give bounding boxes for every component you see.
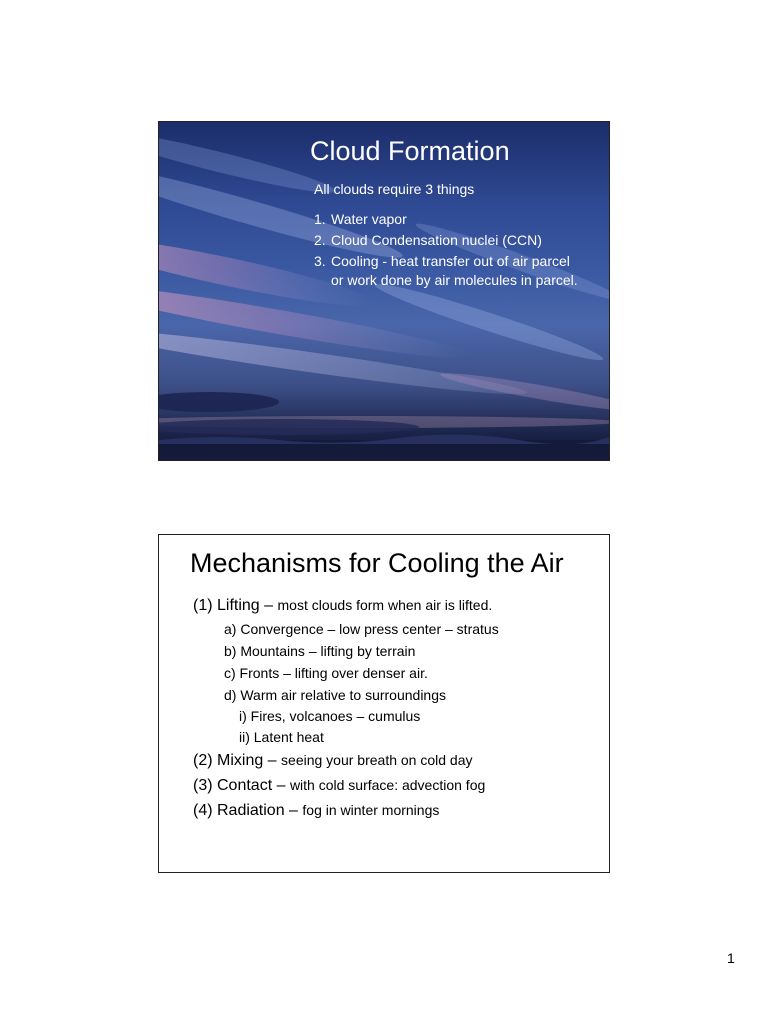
mixing-desc: seeing your breath on cold day bbox=[281, 752, 473, 768]
lifting-item bbox=[193, 593, 603, 618]
item-text: Cloud Condensation nuclei (CCN) bbox=[331, 232, 542, 248]
contact-head: (3) Contact – bbox=[193, 777, 286, 794]
contact-desc: with cold surface: advection fog bbox=[289, 777, 486, 793]
page-number: 1 bbox=[727, 950, 735, 966]
mixing-head: (2) Mixing – bbox=[193, 752, 277, 769]
item-continuation: or work done by air molecules in parcel. bbox=[331, 272, 578, 288]
mechanism-list bbox=[193, 593, 603, 823]
list-item bbox=[314, 209, 578, 230]
sub-sub-item: ii) Latent heat bbox=[239, 729, 324, 745]
radiation-desc: fog in winter mornings bbox=[302, 802, 440, 818]
radiation-head: (4) Radiation – bbox=[193, 802, 298, 819]
sub-item: b) Mountains – lifting by terrain bbox=[224, 643, 416, 659]
cloud-sky-photo bbox=[159, 122, 610, 461]
list-item bbox=[314, 230, 578, 251]
contact-item bbox=[193, 773, 603, 798]
lifting-head: (1) Lifting – bbox=[193, 597, 274, 614]
sub-sub-item: i) Fires, volcanoes – cumulus bbox=[239, 708, 421, 724]
slide-title: Cloud Formation bbox=[310, 136, 510, 166]
sub-item: a) Convergence – low press center – stratus bbox=[224, 621, 499, 637]
item-number: 2. bbox=[314, 232, 326, 248]
sub-item: c) Fronts – lifting over denser air. bbox=[224, 665, 428, 681]
list-item bbox=[314, 251, 578, 291]
slide-title: Mechanisms for Cooling the Air bbox=[190, 548, 564, 578]
lifting-desc: most clouds form when air is lifted. bbox=[277, 597, 493, 613]
radiation-item bbox=[193, 798, 603, 823]
sub-item: d) Warm air relative to surroundings bbox=[224, 687, 447, 703]
requirements-list bbox=[314, 209, 578, 291]
item-number: 1. bbox=[314, 211, 326, 227]
item-number: 3. bbox=[314, 253, 326, 269]
cooling-mechanisms-slide bbox=[158, 534, 610, 873]
cloud-formation-slide bbox=[158, 121, 610, 461]
slide-subtitle: All clouds require 3 things bbox=[314, 181, 475, 197]
item-text: Water vapor bbox=[331, 211, 407, 227]
mixing-item bbox=[193, 748, 603, 773]
item-text: Cooling - heat transfer out of air parcel bbox=[331, 253, 570, 269]
